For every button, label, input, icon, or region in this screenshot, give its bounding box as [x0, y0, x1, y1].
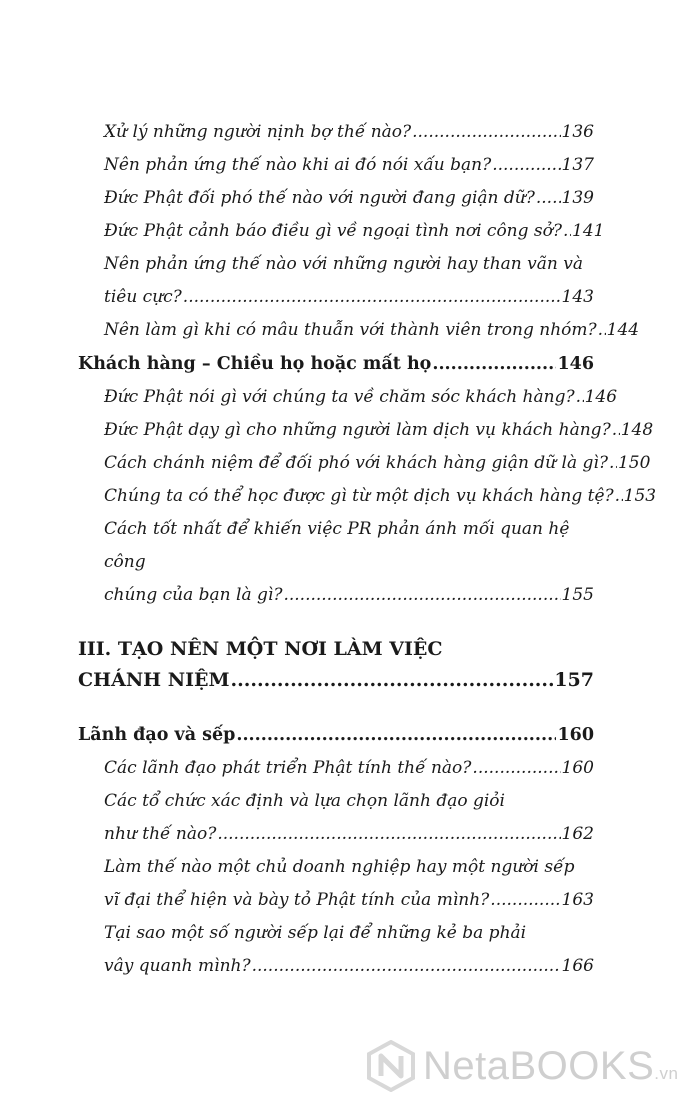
toc-entry[interactable]: [78, 447, 651, 480]
entry-title: Đức Phật nói gì với chúng ta về chăm sóc khách hàng?: [104, 387, 575, 407]
page-number: 160: [561, 758, 594, 778]
toc-entry[interactable]: [78, 149, 594, 182]
entry-title: Đức Phật cảnh báo điều gì về ngoại tình nơi công sở?: [104, 221, 562, 241]
page-number: 146: [557, 354, 594, 374]
entry-title: Xử lý những người nịnh bợ thế nào?: [104, 122, 412, 142]
dot-leader: [252, 950, 561, 983]
page-number: 141: [572, 221, 605, 241]
section-title: Lãnh đạo và sếp: [78, 725, 236, 745]
toc-section-heading[interactable]: [78, 718, 594, 752]
toc-entry[interactable]: [78, 215, 605, 248]
entry-title-line1: Làm thế nào một chủ doanh nghiệp hay một người sếp: [104, 857, 575, 877]
page-number: 143: [561, 287, 594, 307]
entry-title: Chúng ta có thể học được gì từ một dịch vụ khách hàng tệ?: [104, 486, 614, 506]
dot-leader: [183, 281, 561, 314]
entry-title-line1: Tại sao một số người sếp lại để những kẻ ba phải: [104, 923, 527, 943]
entry-title: Các lãnh đạo phát triển Phật tính thế nào?: [104, 758, 472, 778]
entry-title: Đức Phật dạy gì cho những người làm dịch vụ khách hàng?: [104, 420, 611, 440]
dot-leader: [412, 116, 560, 149]
dot-leader: [563, 215, 571, 248]
page-number: 150: [617, 453, 651, 473]
page-number: 155: [561, 585, 594, 605]
toc-part-heading[interactable]: [78, 634, 594, 696]
toc-entry[interactable]: [78, 182, 594, 215]
entry-title-line2: chúng của bạn là gì?: [104, 585, 283, 605]
dot-leader: [490, 884, 560, 917]
toc-entry[interactable]: [78, 785, 594, 851]
entry-title-line2: tiêu cực?: [104, 287, 182, 307]
page-number: 139: [561, 188, 594, 208]
page-number: 136: [561, 122, 594, 142]
page-number: 163: [561, 890, 594, 910]
dot-leader: [536, 182, 561, 215]
table-of-contents: [78, 116, 657, 983]
toc-entry[interactable]: [78, 414, 654, 447]
dot-leader: [615, 480, 623, 513]
dot-leader: [612, 414, 620, 447]
toc-entry[interactable]: [78, 248, 594, 314]
toc-entry[interactable]: [78, 513, 594, 612]
dot-leader: [576, 381, 584, 414]
part-title-line2: CHÁNH NIỆM: [78, 669, 230, 691]
page-number: 144: [606, 320, 640, 340]
page-number: 162: [561, 824, 594, 844]
toc-entry[interactable]: [78, 116, 594, 149]
dot-leader: [231, 665, 554, 696]
page-number: 148: [620, 420, 654, 440]
toc-entry[interactable]: [78, 917, 594, 983]
entry-title: Nên phản ứng thế nào khi ai đó nói xấu bạn?: [104, 155, 492, 175]
toc-entry[interactable]: [78, 381, 618, 414]
entry-title-line2: như thế nào?: [104, 824, 217, 844]
toc-entry[interactable]: [78, 314, 640, 347]
page-number: 157: [554, 669, 594, 691]
watermark: [365, 1040, 678, 1092]
page-number: 166: [561, 956, 594, 976]
entry-title: Nên làm gì khi có mâu thuẫn với thành viên trong nhóm?: [104, 320, 597, 340]
dot-leader: [609, 447, 617, 480]
entry-title-line2: vây quanh mình?: [104, 956, 251, 976]
dot-leader: [472, 752, 560, 785]
dot-leader: [492, 149, 560, 182]
dot-leader: [432, 347, 556, 381]
netabooks-logo-icon: [365, 1040, 417, 1092]
section-title: Khách hàng – Chiều họ hoặc mất họ: [78, 354, 432, 374]
toc-entry[interactable]: [78, 480, 657, 513]
page-number: 153: [623, 486, 657, 506]
watermark-brand: NetaBOOKS.vn: [423, 1043, 679, 1088]
toc-section-heading[interactable]: [78, 347, 594, 381]
part-title-line1: III. TẠO NÊN MỘT NƠI LÀM VIỆC: [78, 638, 443, 660]
dot-leader: [236, 718, 556, 752]
entry-title-line1: Cách tốt nhất để khiến việc PR phản ánh mối quan hệ công: [104, 519, 570, 572]
dot-leader: [283, 579, 560, 612]
entry-title: Cách chánh niệm để đối phó với khách hàng giận dữ là gì?: [104, 453, 608, 473]
toc-entry[interactable]: [78, 851, 594, 917]
entry-title-line1: Các tổ chức xác định và lựa chọn lãnh đạo giỏi: [104, 791, 505, 811]
entry-title: Đức Phật đối phó thế nào với người đang giận dữ?: [104, 188, 535, 208]
entry-title-line2: vĩ đại thể hiện và bày tỏ Phật tính của mình?: [104, 890, 490, 910]
toc-entry[interactable]: [78, 752, 594, 785]
page-number: 146: [584, 387, 618, 407]
page-number: 160: [557, 725, 594, 745]
dot-leader: [217, 818, 560, 851]
entry-title-line1: Nên phản ứng thế nào với những người hay than vãn và: [104, 254, 583, 274]
dot-leader: [598, 314, 606, 347]
page-number: 137: [561, 155, 594, 175]
